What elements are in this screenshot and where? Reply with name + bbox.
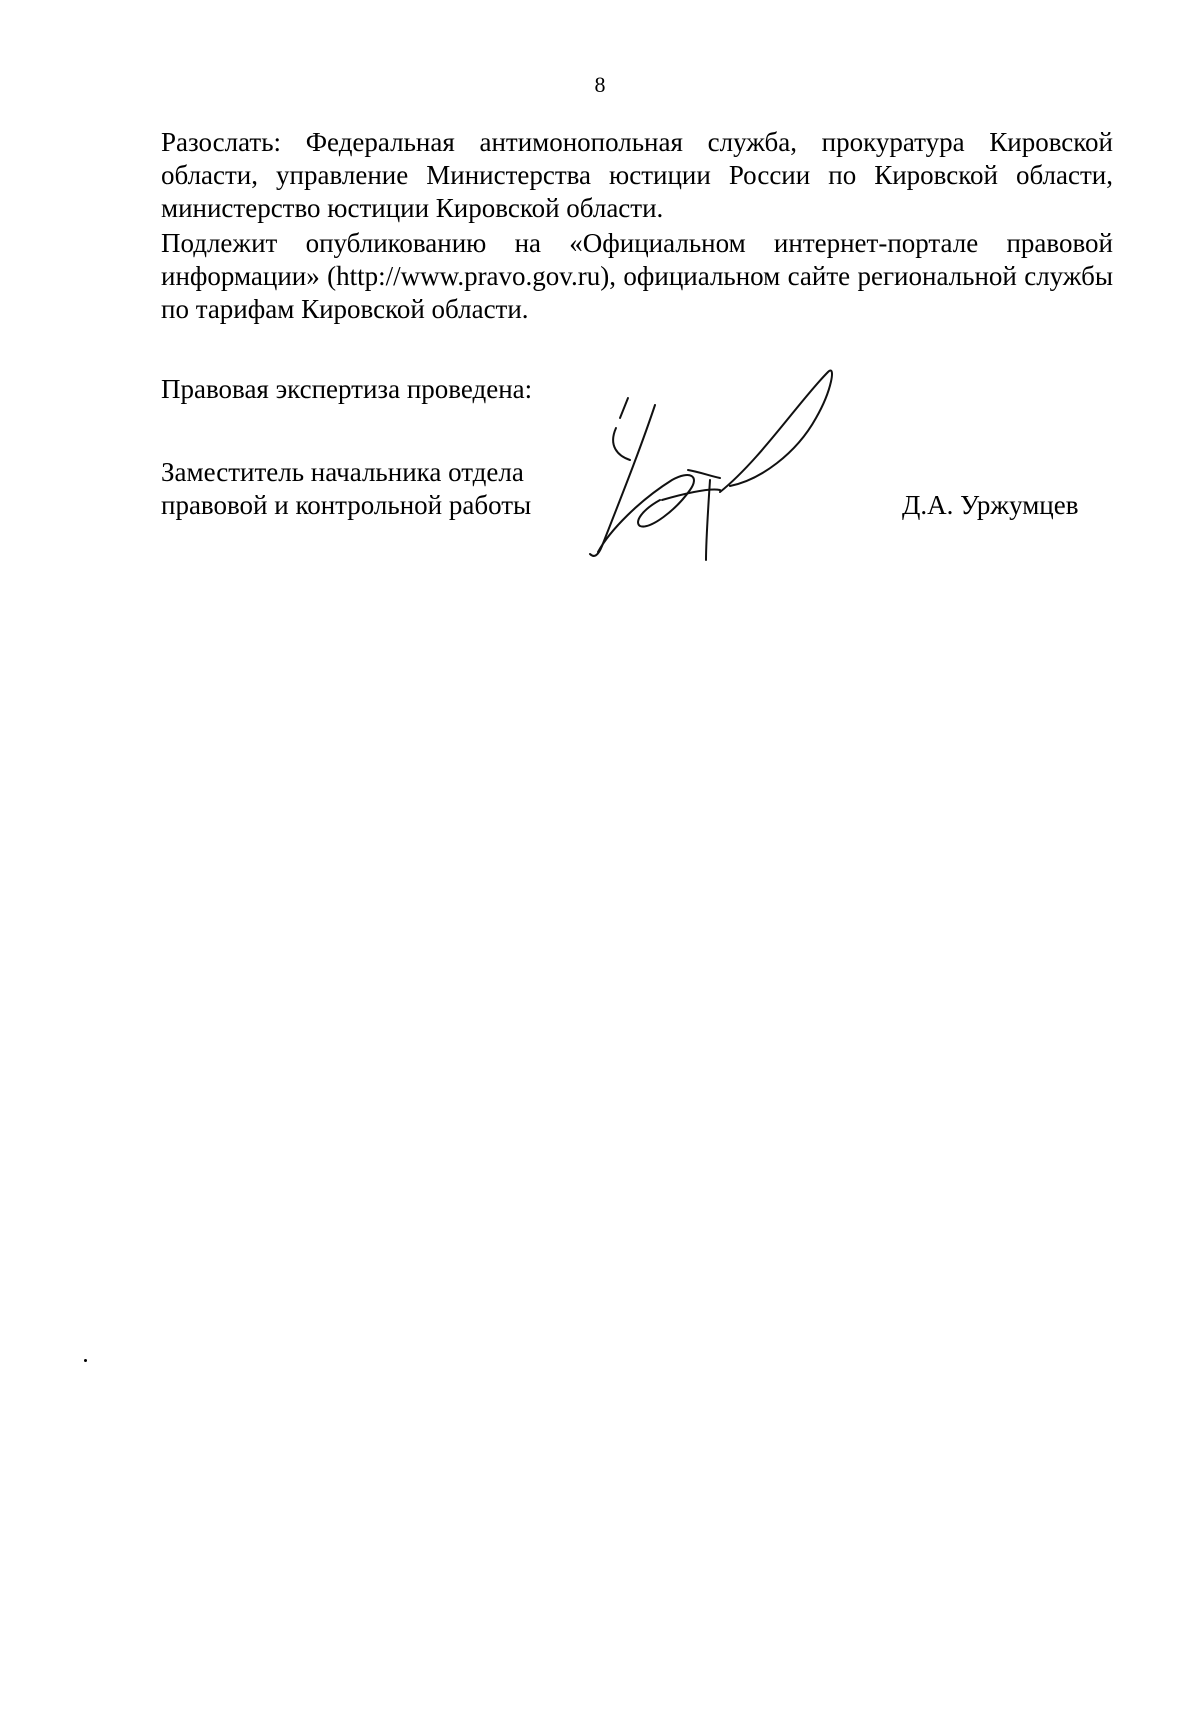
publication-paragraph: Подлежит опубликованию на «Официальном интернет-портале правовой информации» (http://www.pravo.gov.ru), официальном сайте региональной службы по тарифам Кировской области. — [161, 228, 1113, 324]
signer-position-line1: Заместитель начальника отдела — [161, 457, 524, 487]
signer-name: Д.А. Уржумцев — [902, 490, 1079, 520]
scan-speck — [84, 1359, 87, 1362]
legal-expertise-label: Правовая экспертиза проведена: — [161, 374, 533, 404]
page-number: 8 — [594, 72, 606, 97]
distribution-paragraph: Разослать: Федеральная антимонопольная служба, прокуратура Кировской области, управление Министерства юстиции России по Кировской области, министерство юстиции Кировской области. — [161, 127, 1113, 223]
handwritten-signature-icon — [560, 360, 880, 580]
signer-position-line2: правовой и контрольной работы — [161, 490, 532, 520]
